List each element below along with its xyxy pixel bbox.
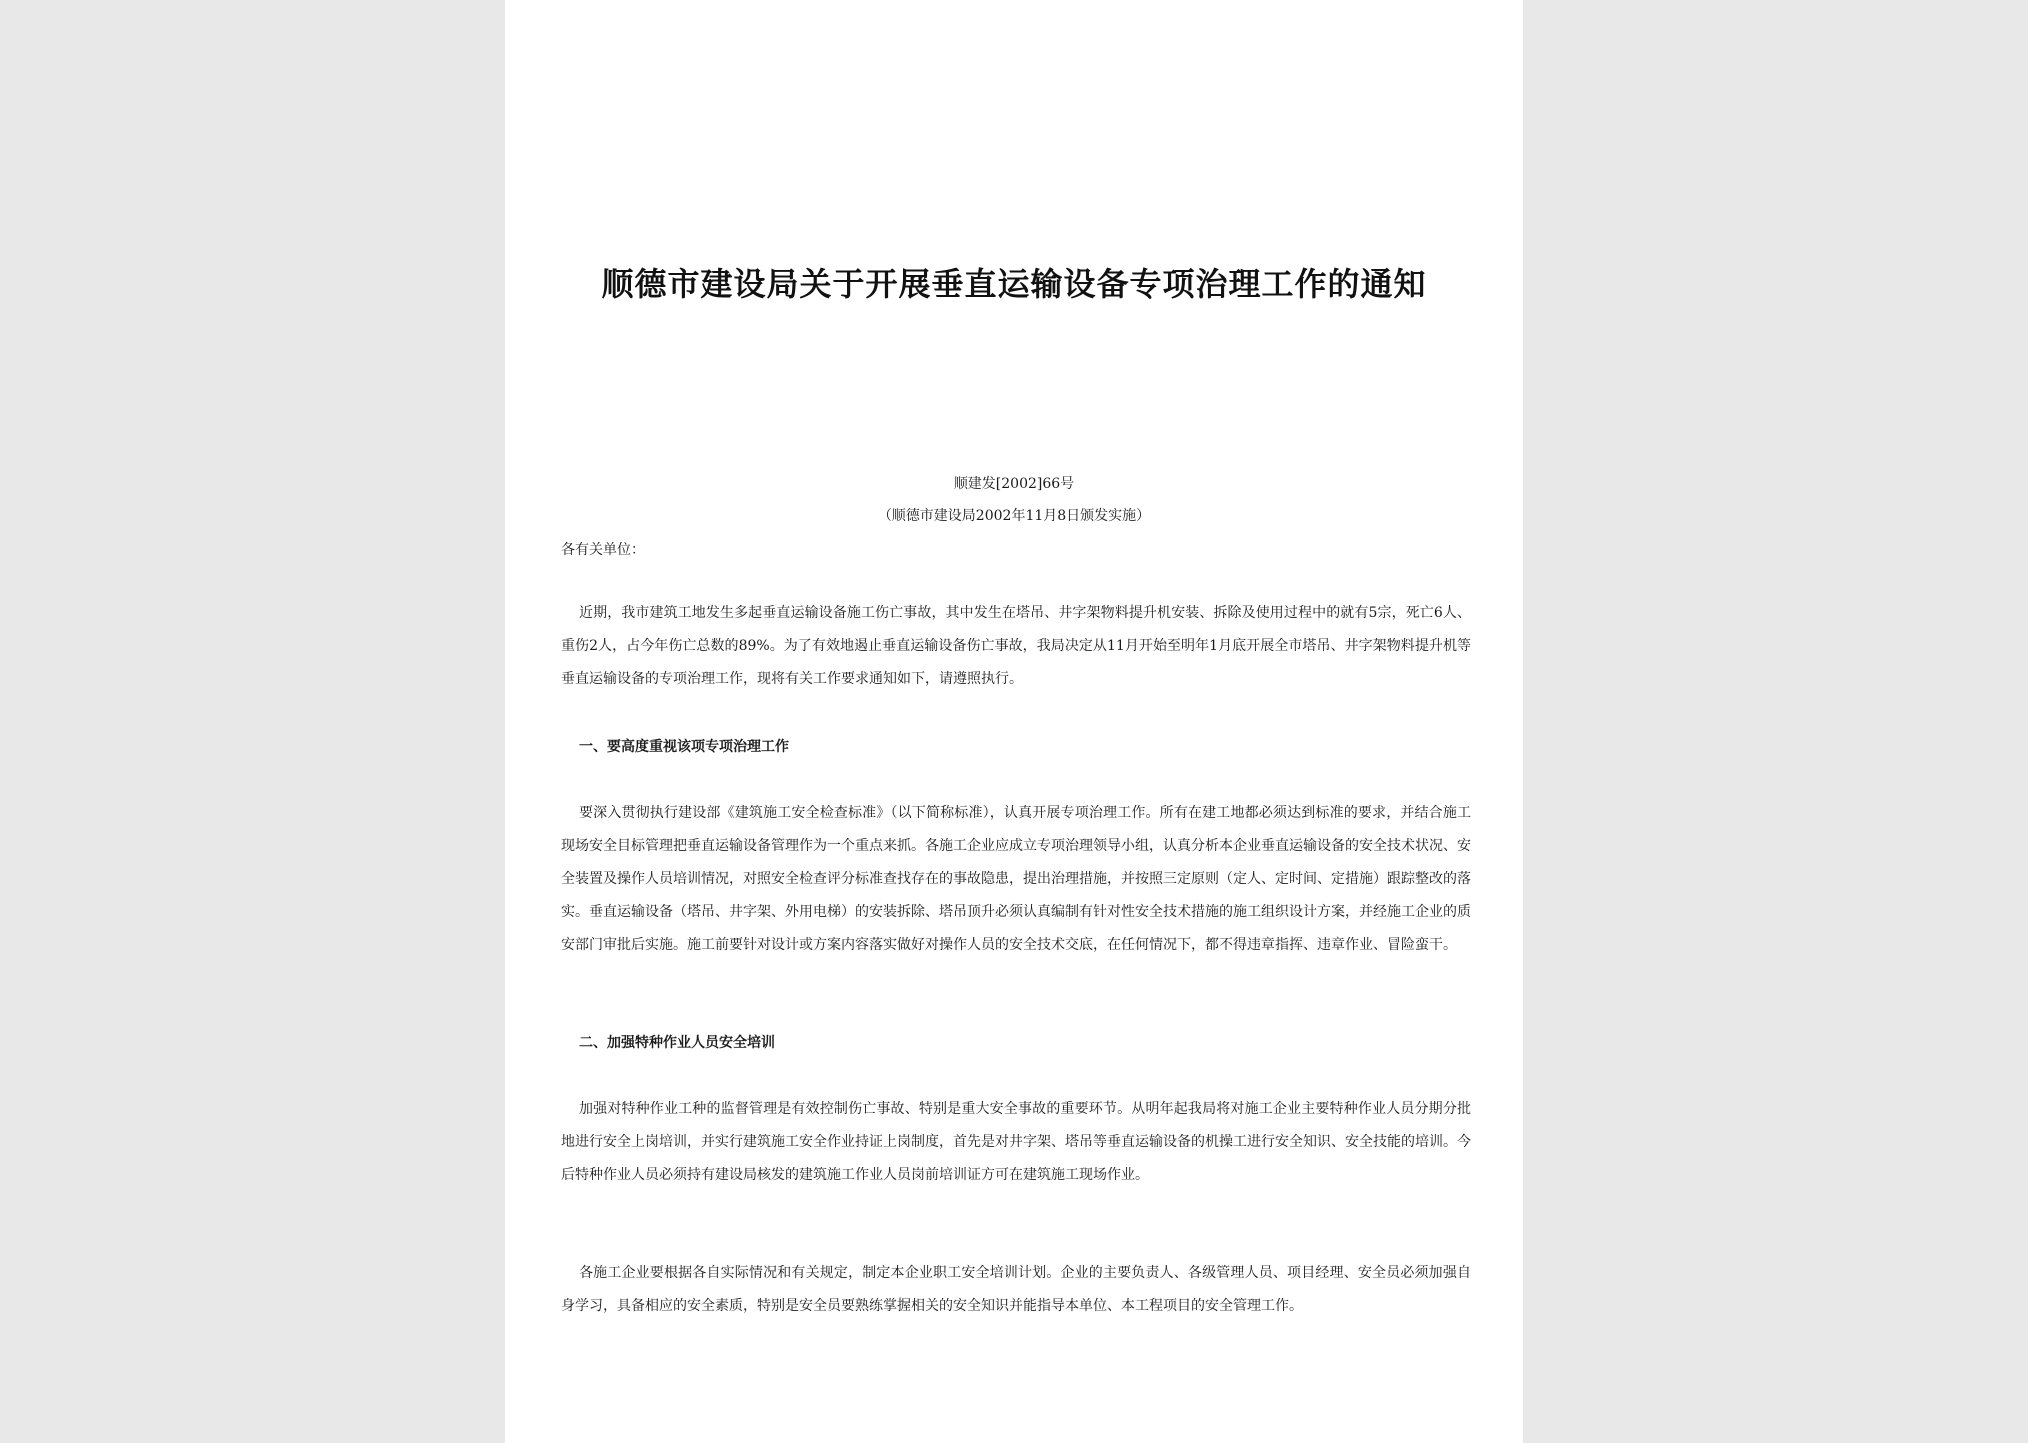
salutation: 各有关单位：: [561, 542, 645, 558]
document-title: 顺德市建设局关于开展垂直运输设备专项治理工作的通知: [601, 265, 1427, 303]
intro-paragraph: 近期，我市建筑工地发生多起垂直运输设备施工伤亡事故，其中发生在塔吊、井字架物料提升机安装、拆除及使用过程中的就有5宗，死亡6人、重伤2人，占今年伤亡总数的89%。为了有效地遏止垂直运输设备伤亡事故，我局决定从11月开始至明年1月底开展全市塔吊、井字架物料提升机等垂直运输设备的专项治理工作，现将有关工作要求通知如下，请遵照执行。: [561, 605, 1471, 687]
section1-paragraph: 要深入贯彻执行建设部《建筑施工安全检查标准》（以下简称标准），认真开展专项治理工作。所有在建工地都必须达到标准的要求，并结合施工现场安全目标管理把垂直运输设备管理作为一个重点来抓。各施工企业应成立专项治理领导小组，认真分析本企业垂直运输设备的安全技术状况、安全装置及操作人员培训情况，对照安全检查评分标准查找存在的事故隐患，提出治理措施，并按照三定原则（定人、定时间、定措施）跟踪整改的落实。垂直运输设备（塔吊、井字架、外用电梯）的安装拆除、塔吊顶升必须认真编制有针对性安全技术措施的施工组织设计方案，并经施工企业的质安部门审批后实施。施工前要针对设计或方案内容落实做好对操作人员的安全技术交底，在任何情况下，都不得违章指挥、违章作业、冒险蛮干。: [561, 805, 1471, 953]
section2-heading: 二、加强特种作业人员安全培训: [579, 1035, 775, 1051]
section2-paragraph-2: 各施工企业要根据各自实际情况和有关规定，制定本企业职工安全培训计划。企业的主要负责人、各级管理人员、项目经理、安全员必须加强自身学习，具备相应的安全素质，特别是安全员要熟练掌握相关的安全知识并能指导本单位、本工程项目的安全管理工作。: [561, 1265, 1471, 1314]
issue-note: （顺德市建设局2002年11月8日颁发实施）: [877, 508, 1151, 524]
section1-heading: 一、要高度重视该项专项治理工作: [579, 739, 789, 755]
document-number: 顺建发[2002]66号: [953, 476, 1075, 492]
document-page: [505, 0, 1523, 1443]
section2-paragraph-1: 加强对特种作业工种的监督管理是有效控制伤亡事故、特别是重大安全事故的重要环节。从明年起我局将对施工企业主要特种作业人员分期分批地进行安全上岗培训，并实行建筑施工安全作业持证上岗制度，首先是对井字架、塔吊等垂直运输设备的机操工进行安全知识、安全技能的培训。今后特种作业人员必须持有建设局核发的建筑施工作业人员岗前培训证方可在建筑施工现场作业。: [561, 1101, 1471, 1183]
